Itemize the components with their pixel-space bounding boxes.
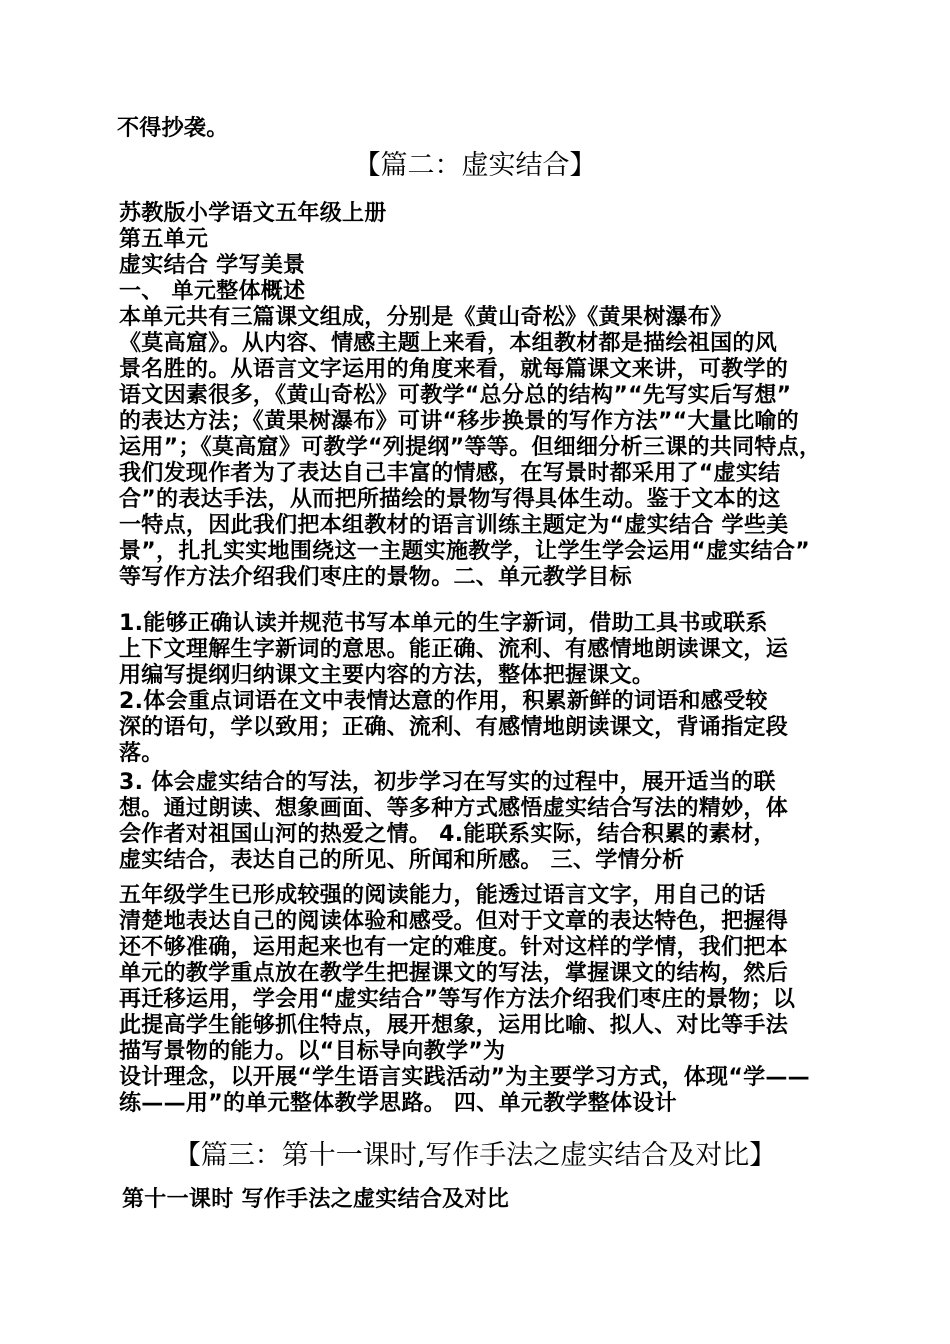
paragraph-line: 单元的教学重点放在教学生把握课文的写法，掌握课文的结构，然后 bbox=[119, 961, 789, 986]
paragraph-line: 描写景物的能力。以“目标导向教学”为 bbox=[119, 1039, 506, 1064]
paragraph-line: 景”，扎扎实实地围绕这一主题实施教学，让学生学会运用“虚实结合” bbox=[119, 539, 810, 564]
paragraph-line: 运用”；《莫高窟》可教学“列提纲”等等。但细细分析三课的共同特点， bbox=[119, 435, 822, 460]
goal-3 bbox=[119, 770, 788, 874]
intro-line: 一、 单元整体概述 bbox=[119, 279, 306, 304]
overview-paragraph bbox=[119, 305, 821, 591]
paragraph-line: 设计理念，以开展“学生语言实践活动”为主要学习方式，体现“学—— bbox=[119, 1065, 810, 1090]
paragraph-line: 合”的表达手法，从而把所描绘的景物写得具体生动。鉴于文本的这 bbox=[119, 487, 781, 512]
paragraph-line: 《莫高窟》。从内容、情感主题上来看，本组教材都是描绘祖国的风 bbox=[119, 331, 778, 356]
paragraph-line: 五年级学生已形成较强的阅读能力，能透过语言文字，用自己的话 bbox=[119, 883, 766, 908]
paragraph-line: 本单元共有三篇课文组成，分别是《黄山奇松》《黄果树瀑布》 bbox=[119, 305, 733, 330]
paragraph-line: 一特点，因此我们把本组教材的语言训练主题定为“虚实结合 学些美 bbox=[119, 513, 789, 538]
paragraph-line: 再迁移运用，学会用“虚实结合”等写作方法介绍我们枣庄的景物；以 bbox=[119, 987, 796, 1012]
goal-1 bbox=[119, 611, 788, 689]
paragraph-line: 此提高学生能够抓住特点，展开想象，运用比喻、拟人、对比等手法 bbox=[119, 1013, 789, 1038]
paragraph-line: 的表达方法；《黄果树瀑布》可讲“移步换景的写作方法”“大量比喻的 bbox=[119, 409, 799, 434]
goal-2 bbox=[119, 689, 788, 767]
lesson-title: 第十一课时 写作手法之虚实结合及对比 bbox=[122, 1187, 510, 1212]
paragraph-line: 景名胜的。从语言文字运用的角度来看，就每篇课文来讲，可教学的 bbox=[119, 357, 789, 382]
paragraph-line: 等写作方法介绍我们枣庄的景物。二、单元教学目标 bbox=[119, 565, 632, 590]
paragraph-line: 我们发现作者为了表达自己丰富的情感，在写景时都采用了“虚实结 bbox=[119, 461, 781, 486]
paragraph-line: 会作者对祖国山河的热爱之情。 4.能联系实际，结合积累的素材， bbox=[119, 822, 776, 847]
paragraph-line: 落。 bbox=[119, 741, 164, 766]
paragraph-line: 虚实结合，表达自己的所见、所闻和所感。 三、学情分析 bbox=[119, 848, 685, 873]
section-heading-3: 【篇三：第十一课时,写作手法之虚实结合及对比】 bbox=[173, 1140, 777, 1171]
paragraph-line: 2.体会重点词语在文中表情达意的作用，积累新鲜的词语和感受较 bbox=[119, 689, 768, 714]
top-note: 不得抄袭。 bbox=[117, 116, 229, 141]
paragraph-line: 还不够准确，运用起来也有一定的难度。针对这样的学情，我们把本 bbox=[119, 935, 789, 960]
paragraph-line: 用编写提纲归纳课文主要内容的方法，整体把握课文。 bbox=[119, 663, 655, 688]
paragraph-line: 清楚地表达自己的阅读体验和感受。但对于文章的表达特色，把握得 bbox=[119, 909, 789, 934]
intro-line: 第五单元 bbox=[119, 227, 209, 252]
paragraph-line: 3. 体会虚实结合的写法，初步学习在写实的过程中，展开适当的联 bbox=[119, 770, 776, 795]
paragraph-line: 1.能够正确认读并规范书写本单元的生字新词，借助工具书或联系 bbox=[119, 611, 768, 636]
paragraph-line: 上下文理解生字新词的意思。能正确、流利、有感情地朗读课文，运 bbox=[119, 637, 789, 662]
intro-line: 苏教版小学语文五年级上册 bbox=[119, 201, 387, 226]
paragraph-line: 想。通过朗读、想象画面、等多种方式感悟虚实结合写法的精妙，体 bbox=[119, 796, 789, 821]
section-heading-2: 【篇二：虚实结合】 bbox=[353, 150, 597, 181]
paragraph-line: 深的语句，学以致用；正确、流利、有感情地朗读课文，背诵指定段 bbox=[119, 715, 789, 740]
intro-block bbox=[119, 201, 387, 305]
paragraph-line: 语文因素很多，《黄山奇松》可教学“总分总的结构”“先写实后写想” bbox=[119, 383, 792, 408]
learner-analysis-paragraph bbox=[119, 883, 810, 1117]
intro-line: 虚实结合 学写美景 bbox=[119, 253, 306, 278]
paragraph-line: 练——用”的单元整体教学思路。 四、单元教学整体设计 bbox=[119, 1091, 677, 1116]
